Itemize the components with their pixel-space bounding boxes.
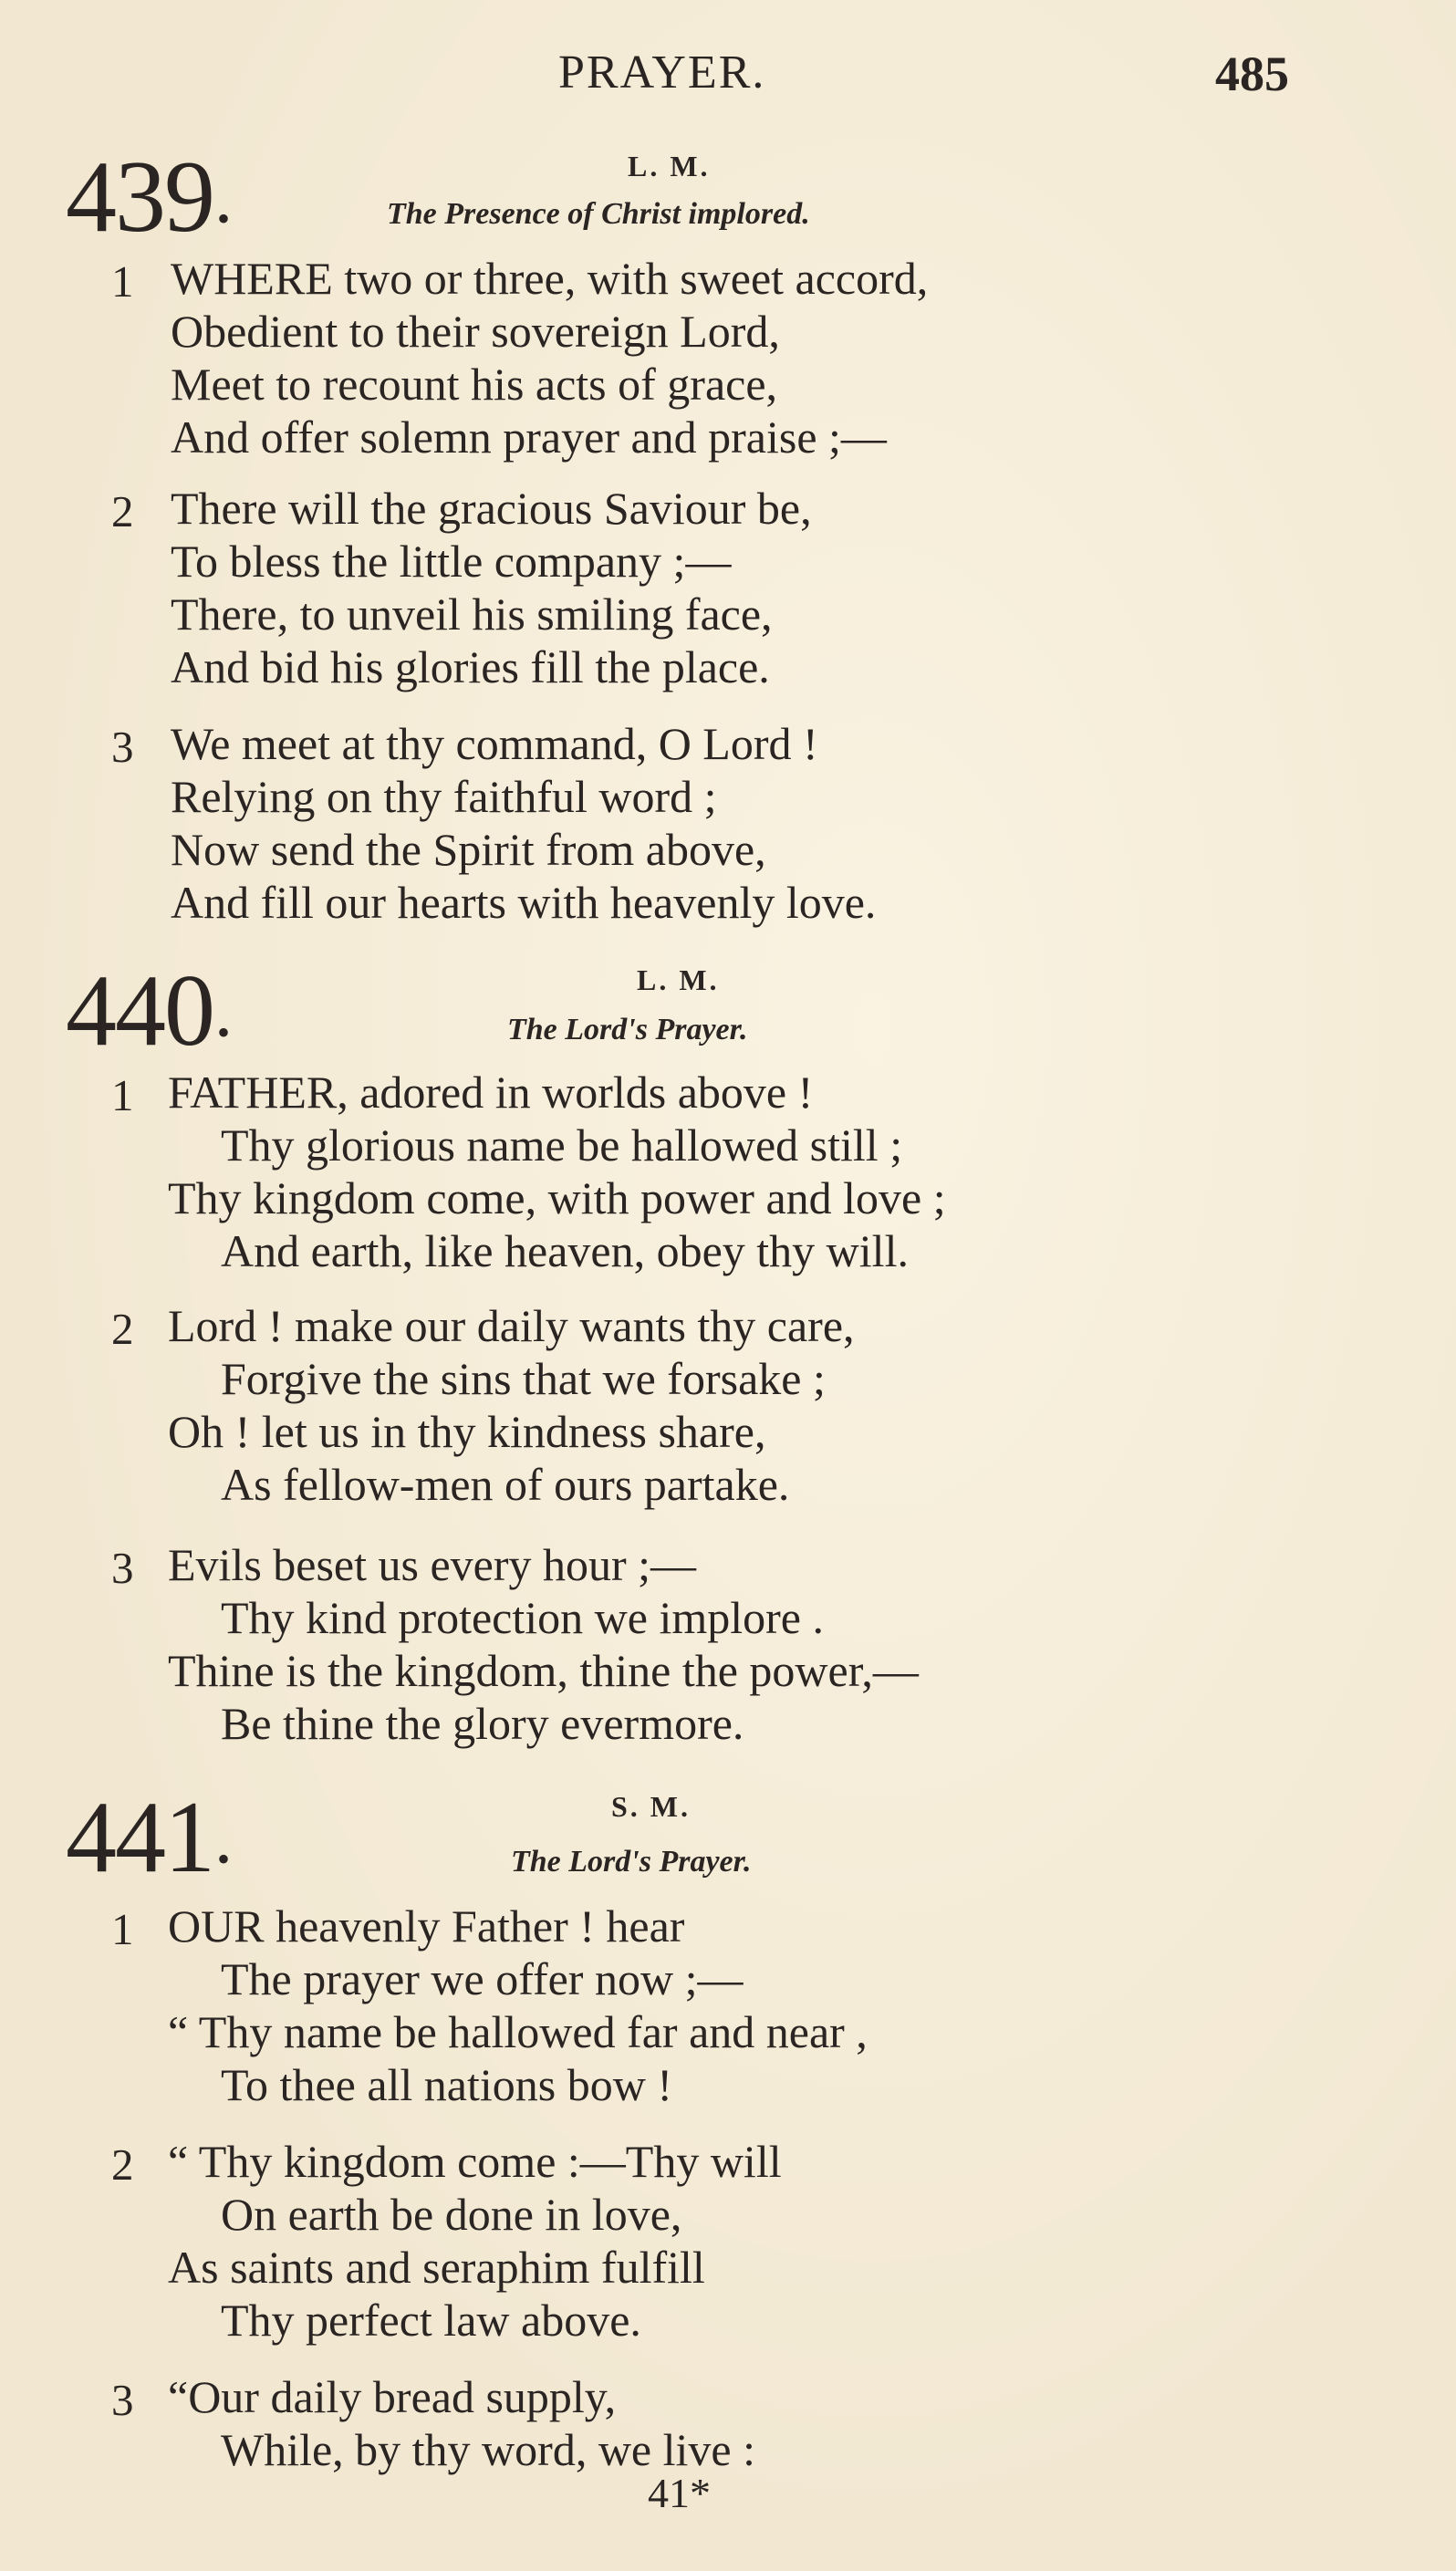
verse-line: Lord ! make our daily wants thy care, bbox=[168, 1300, 855, 1351]
hymn-meter: S. M. bbox=[611, 1790, 691, 1823]
hymn-number: 440 • bbox=[66, 954, 229, 1067]
verse-number: 3 bbox=[111, 2375, 134, 2425]
verse-line: To thee all nations bow ! bbox=[221, 2059, 672, 2110]
verse-line: FATHER, adored in worlds above ! bbox=[168, 1067, 814, 1118]
verse-line: “ Thy kingdom come :—Thy will bbox=[168, 2136, 782, 2187]
verse-line: Meet to recount his acts of grace, bbox=[171, 359, 778, 410]
verse-line: Thy perfect law above. bbox=[221, 2295, 641, 2346]
verse-line: Relying on thy faithful word ; bbox=[171, 771, 717, 822]
verse-line: As fellow-men of ours partake. bbox=[221, 1459, 790, 1510]
hymn-number: 441 • bbox=[66, 1781, 229, 1894]
verse-line: Obedient to their sovereign Lord, bbox=[171, 306, 780, 357]
verse-number: 1 bbox=[111, 256, 134, 307]
hymn-meter: L. M. bbox=[637, 963, 720, 996]
verse-line: Thy kind protection we implore . bbox=[221, 1592, 824, 1643]
verse-line: There will the gracious Saviour be, bbox=[171, 483, 812, 534]
verse-line: The prayer we offer now ;— bbox=[221, 1953, 744, 2004]
hymn-title: The Lord's Prayer. bbox=[507, 1013, 748, 1046]
verse-line: Oh ! let us in thy kindness share, bbox=[168, 1406, 766, 1457]
verse-line: “Our daily bread supply, bbox=[168, 2371, 617, 2422]
verse-line: And bid his glories fill the place. bbox=[171, 641, 770, 692]
verse-line: Thy glorious name be hallowed still ; bbox=[221, 1119, 903, 1171]
verse-line: And offer solemn prayer and praise ;— bbox=[171, 411, 887, 463]
verse-number: 3 bbox=[111, 1543, 134, 1593]
verse-line: Forgive the sins that we forsake ; bbox=[221, 1353, 826, 1404]
verse-number: 2 bbox=[111, 2139, 134, 2190]
hymn-title: The Presence of Christ implored. bbox=[387, 197, 810, 231]
verse-line: Evils beset us every hour ;— bbox=[168, 1539, 697, 1590]
verse-line: Thine is the kingdom, thine the power,— bbox=[168, 1645, 919, 1696]
verse-line: Now send the Spirit from above, bbox=[171, 824, 766, 875]
hymn-title: The Lord's Prayer. bbox=[511, 1845, 752, 1879]
hymn-number: 439 • bbox=[66, 141, 229, 254]
verse-line: We meet at thy command, O Lord ! bbox=[171, 718, 818, 769]
running-head: PRAYER. bbox=[558, 47, 766, 99]
verse-line: WHERE two or three, with sweet accord, bbox=[171, 253, 929, 304]
verse-line: And earth, like heaven, obey thy will. bbox=[221, 1225, 909, 1276]
verse-line: And fill our hearts with heavenly love. bbox=[171, 877, 877, 928]
verse-number: 1 bbox=[111, 1904, 134, 1954]
verse-line: “ Thy name be hallowed far and near , bbox=[168, 2006, 868, 2057]
verse-line: While, by thy word, we live : bbox=[221, 2424, 755, 2475]
verse-number: 2 bbox=[111, 486, 134, 536]
verse-number: 1 bbox=[111, 1070, 134, 1120]
verse-line: Thy kingdom come, with power and love ; bbox=[168, 1172, 946, 1223]
verse-line: OUR heavenly Father ! hear bbox=[168, 1900, 685, 1952]
verse-line: Be thine the glory evermore. bbox=[221, 1698, 744, 1749]
page-number: 485 bbox=[1215, 47, 1289, 101]
signature-mark: 41* bbox=[648, 2470, 711, 2516]
verse-line: On earth be done in love, bbox=[221, 2189, 682, 2240]
verse-line: To bless the little company ;— bbox=[171, 536, 732, 587]
verse-number: 3 bbox=[111, 722, 134, 772]
verse-line: As saints and seraphim fulfill bbox=[168, 2242, 705, 2293]
verse-number: 2 bbox=[111, 1304, 134, 1354]
hymn-meter: L. M. bbox=[628, 150, 711, 182]
verse-line: There, to unveil his smiling face, bbox=[171, 588, 773, 640]
